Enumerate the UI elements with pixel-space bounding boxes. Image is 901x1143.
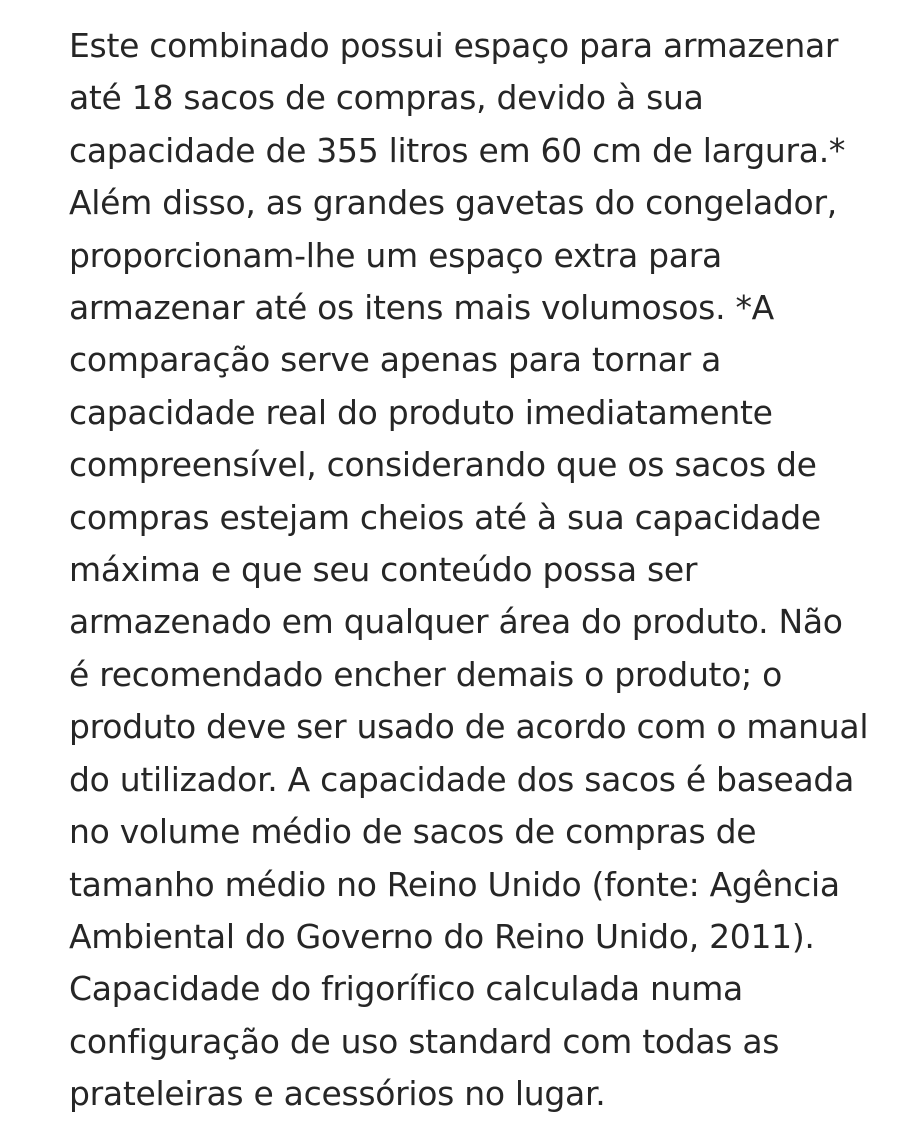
description-line: capacidade de 355 litros em 60 cm de largura.*: [69, 130, 846, 170]
description-line: prateleiras e acessórios no lugar.: [69, 1074, 606, 1114]
description-line: tamanho médio no Reino Unido (fonte: Agência: [69, 864, 840, 904]
description-line: capacidade real do produto imediatamente: [69, 392, 773, 432]
description-line: Além disso, as grandes gavetas do congelador,: [69, 183, 837, 223]
description-line: compreensível, considerando que os sacos de: [69, 445, 817, 485]
description-line: compras estejam cheios até à sua capacidade: [69, 497, 821, 537]
description-line: do utilizador. A capacidade dos sacos é baseada: [69, 759, 855, 799]
description-line: comparação serve apenas para tornar a: [69, 340, 722, 380]
description-line: configuração de uso standard com todas as: [69, 1021, 780, 1061]
description-line: Este combinado possui espaço para armazenar: [69, 26, 839, 65]
description-line: Ambiental do Governo do Reino Unido, 2011).: [69, 916, 815, 956]
description-line: produto deve ser usado de acordo com o manual: [69, 707, 869, 747]
description-line: no volume médio de sacos de compras de: [69, 812, 757, 852]
description-line: proporcionam-lhe um espaço extra para: [69, 235, 722, 275]
product-description: [69, 20, 899, 1121]
description-line: é recomendado encher demais o produto; o: [69, 654, 782, 694]
description-line: armazenado em qualquer área do produto. Não: [69, 602, 843, 642]
description-line: armazenar até os itens mais volumosos. *A: [69, 288, 774, 328]
description-line: Capacidade do frigorífico calculada numa: [69, 969, 743, 1009]
description-line: máxima e que seu conteúdo possa ser: [69, 550, 698, 590]
description-line: até 18 sacos de compras, devido à sua: [69, 78, 704, 118]
